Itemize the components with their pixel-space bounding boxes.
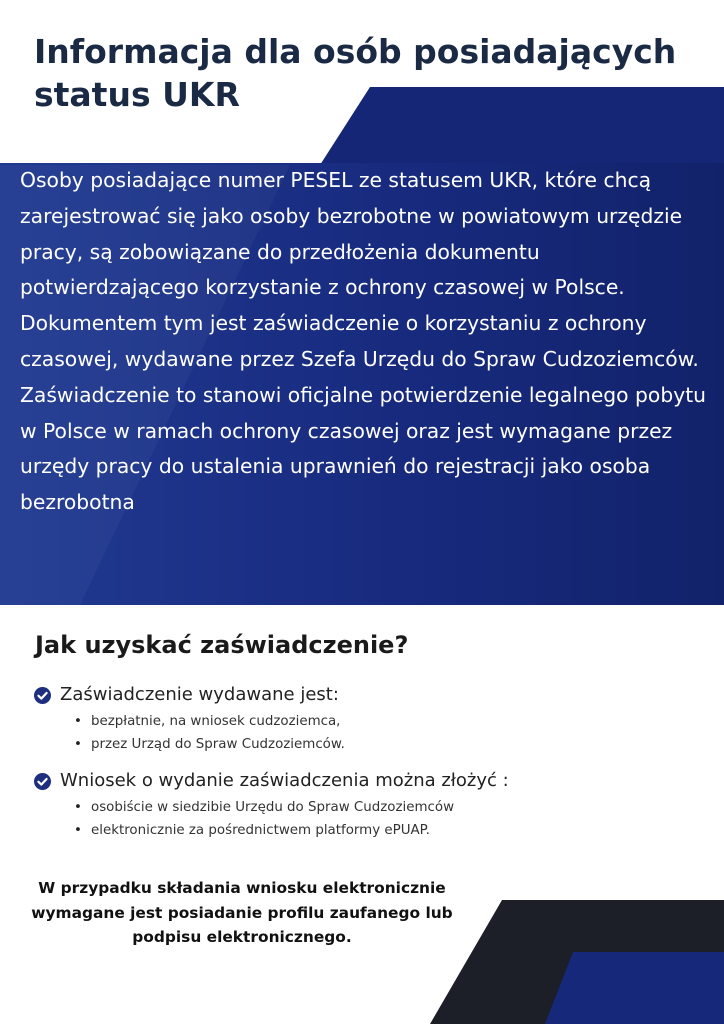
bullet-list [74,797,509,842]
list-item: • przez Urząd do Spraw Cudzoziemców. [74,734,345,757]
list-item: • bezpłatnie, na wniosek cudzoziemca, [74,711,345,734]
intro-paragraph: Osoby posiadające numer PESEL ze statusem UKR, które chcą zarejestrować się jako osoby bezrobotne w powiatowym urzędzie pracy, są zobowiązane do przedłożenia dokumentu potwierdzającego korzystanie z ochrony czasowej w Polsce. [20,168,683,300]
intro-text [20,163,720,521]
check-circle-icon [34,773,51,790]
application-group [34,767,509,842]
corner-navy-shape [545,952,724,1024]
group-heading [34,767,509,795]
intro-paragraph: Zaświadczenie to stanowi oficjalne potwierdzenie legalnego pobytu w Polsce w ramach ochrony czasowej oraz jest wymagane przez urzędy pracy do ustalenia uprawnień do rejestracji jako osoba bezrobotna [20,382,706,515]
list-item: • elektronicznie za pośrednictwem platformy ePUAP. [74,820,509,843]
list-item: • osobiście w siedzibie Urzędu do Spraw Cudzoziemców [74,797,509,820]
group-title: Zaświadczenie wydawane jest: [60,684,339,705]
check-circle-icon [34,687,51,704]
group-heading [34,681,345,709]
group-title: Wniosek o wydanie zaświadczenia można złożyć : [60,770,509,791]
issuance-group [34,681,345,756]
electronic-note: W przypadku składania wniosku elektronicznie wymagane jest posiadanie profilu zaufanego lub podpisu elektronicznego. [31,879,453,946]
bullet-list [74,711,345,756]
section-heading: Jak uzyskać zaświadczenie? [35,631,409,659]
intro-paragraph: Dokumentem tym jest zaświadczenie o korzystaniu z ochrony czasowej, wydawane przez Szefa Urzędu do Spraw Cudzoziemców. [20,311,699,371]
page-title: Informacja dla osób posiadających status UKR [34,32,677,114]
